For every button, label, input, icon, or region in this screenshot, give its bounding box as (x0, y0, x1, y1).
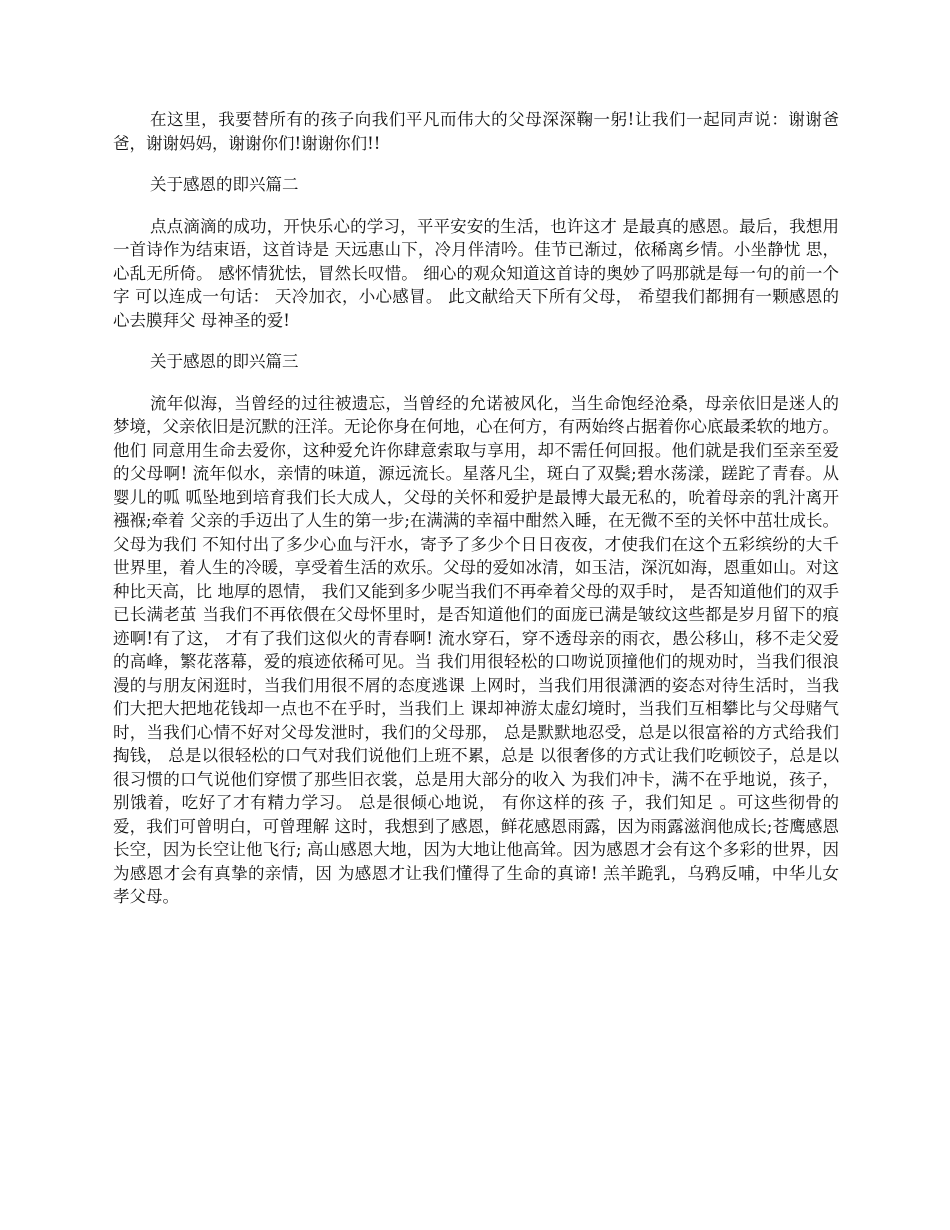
document-page (113, 108, 839, 927)
section-3-paragraph: 流年似海，当曾经的过往被遗忘，当曾经的允诺被风化，当生命饱经沧桑，母亲依旧是迷人的梦境，父亲依旧是沉默的汪洋。无论你身在何地，心在何方，有两始终占据着你心底最柔软的地方。他们 同意用生命去爱你，这种爱允许你肆意索取与享用，却不需任何回报。他们就是我们至亲至爱的父母啊! 流年似水，亲情的味道，源远流长。星落凡尘，斑白了双鬓;碧水荡漾，蹉跎了青春。从婴儿的呱 呱坠地到培育我们长大成人，父母的关怀和爱护是最博大最无私的，吮着母亲的乳汁离开襁褓;牵着 父亲的手迈出了人生的第一步;在满满的幸福中酣然入睡，在无微不至的关怀中茁壮成长。 父母为我们 不知付出了多少心血与汗水，寄予了多少个日日夜夜，才使我们在这个五彩缤纷的大千世界里，着人生的冷暖，享受着生活的欢乐。父母的爱如冰清，如玉洁，深沉如海，恩重如山。对这种比天高，比 地厚的恩情， 我们又能到多少呢当我们不再牵着父母的双手时， 是否知道他们的双手已长满老茧 当我们不再依偎在父母怀里时，是否知道他们的面庞已满是皱纹这些都是岁月留下的痕迹啊!有了这， 才有了我们这似火的青春啊! 流水穿石，穿不透母亲的雨衣，愚公移山，移不走父爱的高峰，繁花落幕，爱的痕迹依稀可见。当 我们用很轻松的口吻说顶撞他们的规劝时，当我们很浪漫的与朋友闲逛时，当我们用很不屑的态度逃课 上网时，当我们用很潇洒的姿态对待生活时，当我们大把大把地花钱却一点也不在乎时，当我们上 课却神游太虚幻境时，当我们互相攀比与父母赌气时，当我们心情不好对父母发泄时，我们的父母那， 总是默默地忍受，总是以很富裕的方式给我们掏钱， 总是以很轻松的口气对我们说他们上班不累，总是 以很奢侈的方式让我们吃顿饺子，总是以很习惯的口气说他们穿惯了那些旧衣裳，总是用大部分的收入 为我们冲卡，满不在乎地说，孩子，别饿着，吃好了才有精力学习。 总是很倾心地说， 有你这样的孩 子，我们知足 。可这些彻骨的爱，我们可曾明白，可曾理解 这时，我想到了感恩，鲜花感恩雨露，因为雨露滋润他成长;苍鹰感恩长空，因为长空让他飞行; 高山感恩大地，因为大地让他高耸。因为感恩才会有这个多彩的世界，因为感恩才会有真挚的亲情，因 为感恩才让我们懂得了生命的真谛! 羔羊跪乳，乌鸦反哺，中华儿女孝父母。 (113, 393, 839, 906)
section-heading-3: 关于感恩的即兴篇三 (150, 352, 299, 371)
section-heading-2: 关于感恩的即兴篇二 (150, 175, 299, 194)
intro-paragraph: 在这里，我要替所有的孩子向我们平凡而伟大的父母深深鞠一躬!让我们一起同声说：谢谢爸爸，谢谢妈妈，谢谢你们!谢谢你们!! (113, 110, 839, 153)
section-2-paragraph: 点点滴滴的成功，开快乐心的学习，平平安安的生活，也许这才 是最真的感恩。最后，我想用一首诗作为结束语，这首诗是 天远惠山下，冷月伴清吟。佳节已渐过，依稀离乡情。小坐静忧 思，心乱无所倚。 感怀情犹怯，冒然长叹惜。 细心的观众知道这首诗的奥妙了吗那就是每一句的前一个字 可以连成一句话： 天冷加衣，小心感冒。 此文献给天下所有父母， 希望我们都拥有一颗感恩的心去膜拜父 母神圣的爱! (113, 216, 839, 330)
